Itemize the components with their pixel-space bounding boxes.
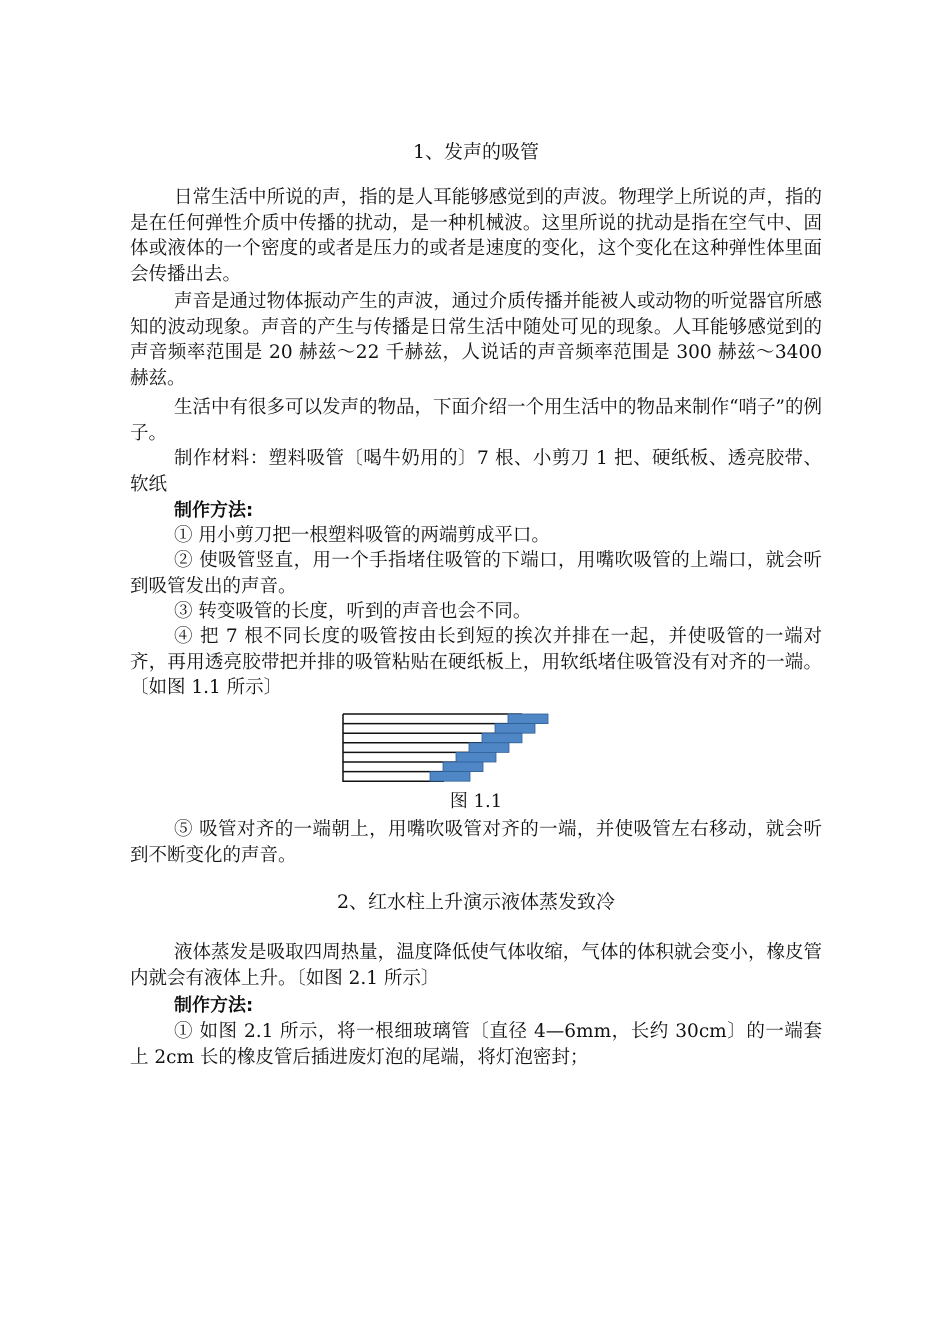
straw-end-block — [443, 762, 483, 772]
method-label-2: 制作方法: — [174, 995, 254, 1016]
straw-figure — [342, 712, 566, 784]
materials-paragraph: 制作材料：塑料吸管〔喝牛奶用的〕7 根、小剪刀 1 把、硬纸板、透亮胶带、软纸 — [130, 448, 822, 495]
section-1-paragraph-2: 声音是通过物体振动产生的声波，通过介质传播并能被人或动物的听觉器官所感知的波动现象。声音的产生与传播是日常生活中随处可见的现象。人耳能够感觉到的声音频率范围是 20 赫兹～22 千赫兹，人说话的声音频率范围是 300 赫兹～3400 赫兹。 — [130, 291, 822, 389]
straw-end-block — [508, 714, 548, 724]
step-1-1: ① 用小剪刀把一根塑料吸管的两端剪成平口。 — [174, 525, 550, 546]
section-1-title: 1、发声的吸管 — [412, 141, 540, 163]
section-1-paragraph-3: 生活中有很多可以发声的物品，下面介绍一个用生活中的物品来制作“哨子”的例子。 — [130, 397, 822, 444]
straw-end-block — [482, 733, 522, 743]
straw-end-block — [495, 724, 535, 734]
step-1-3: ③ 转变吸管的长度，听到的声音也会不同。 — [174, 601, 532, 622]
step-1-5: ⑤ 吸管对齐的一端朝上，用嘴吹吸管对齐的一端，并使吸管左右移动，就会听到不断变化的声音。 — [130, 819, 822, 866]
method-label-1: 制作方法: — [174, 500, 254, 521]
section-2-title: 2、红水柱上升演示液体蒸发致冷 — [336, 891, 616, 913]
straw-end-block — [456, 752, 496, 762]
step-1-2: ② 使吸管竖直，用一个手指堵住吸管的下端口，用嘴吹吸管的上端口，就会听到吸管发出的声音。 — [130, 550, 822, 597]
step-1-4: ④ 把 7 根不同长度的吸管按由长到短的挨次并排在一起，并使吸管的一端对齐，再用透亮胶带把并排的吸管粘贴在硬纸板上，用软纸堵住吸管没有对齐的一端。〔如图 1.1 所示〕 — [130, 626, 822, 698]
figure-caption: 图 1.1 — [449, 791, 503, 812]
section-2-paragraph-1: 液体蒸发是吸取四周热量，温度降低使气体收缩，气体的体积就会变小，橡皮管内就会有液体上升。〔如图 2.1 所示〕 — [130, 942, 822, 989]
straw-end-block — [430, 772, 470, 782]
step-2-1: ① 如图 2.1 所示，将一根细玻璃管〔直径 4—6mm，长约 30cm〕的一端套上 2cm 长的橡皮管后插进废灯泡的尾端，将灯泡密封； — [130, 1021, 822, 1068]
straw-end-block — [469, 743, 509, 753]
section-1-paragraph-1: 日常生活中所说的声，指的是人耳能够感觉到的声波。物理学上所说的声，指的是在任何弹性介质中传播的扰动，是一种机械波。这里所说的扰动是指在空气中、固体或液体的一个密度的或者是压力的或者是速度的变化，这个变化在这种弹性体里面会传播出去。 — [130, 187, 822, 285]
